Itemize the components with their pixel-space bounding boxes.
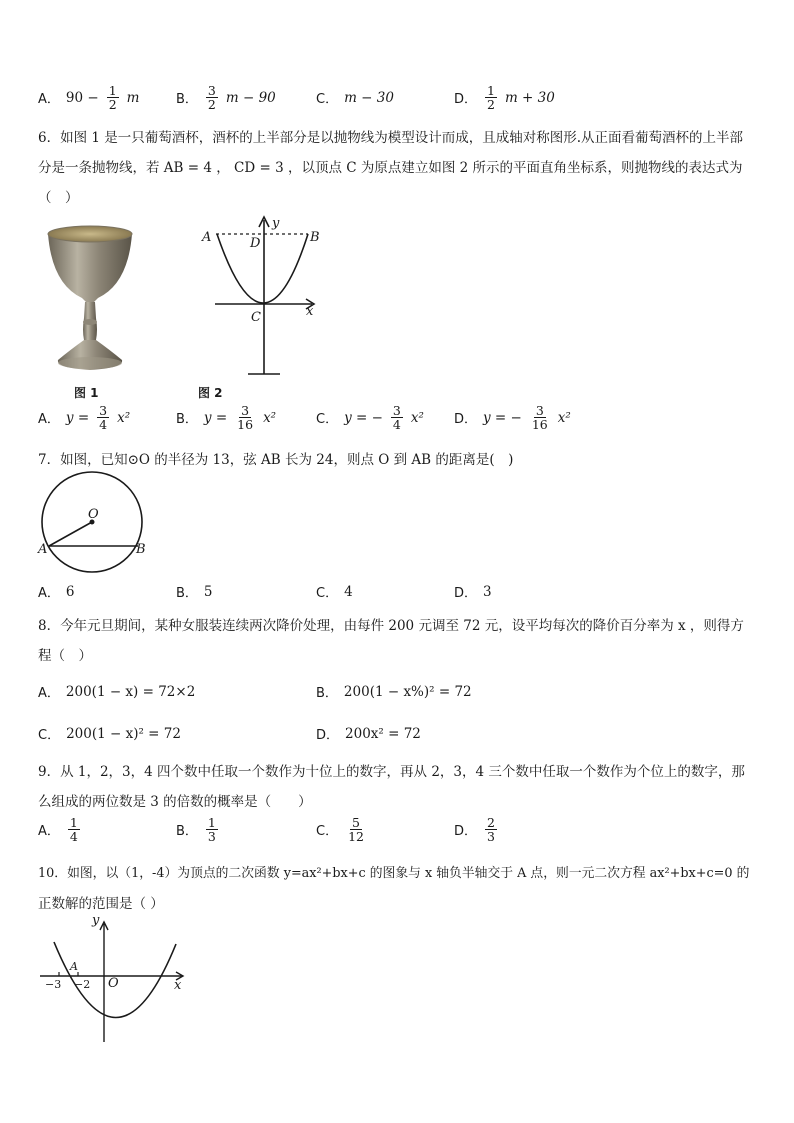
fraction: $\frac{3}{16}$ [531,403,548,433]
option-label: B． [176,824,198,840]
fraction: $\frac{3}{2}$ [207,83,216,113]
option-label: B． [176,412,198,428]
fraction: $\frac{5}{12}$ [348,815,364,845]
fraction: $\frac{1}{4}$ [69,815,78,845]
point-b-label: B [310,230,320,245]
q6-option-a: A． y = $\frac{3}{4}$ x² [38,403,131,433]
q7-option-a: A． 6 [38,583,75,601]
q9-text-line1: 9．从 1，2，3，4 四个数中任取一个数作为十位上的数字，再从 2，3，4 三个数中任取一个数作为个位上的数字，那 [38,764,745,780]
figure-1-caption: 图 1 [74,386,99,400]
radius-oa [49,522,92,546]
q5-option-b: B． $\frac{3}{2}$ m − 90 [176,83,276,113]
option-label: A． [38,686,60,701]
fraction: $\frac{2}{3}$ [487,815,495,845]
option-label: B． [176,92,198,108]
q8-text-line2: 程（ ） [38,648,92,664]
q8-option-d: D． 200x² = 72 [316,725,421,743]
option-label: D． [316,728,340,743]
q7-option-b: B． 5 [176,583,213,601]
circle-diagram [40,470,146,576]
option-label: A． [38,824,60,840]
q6-option-d: D． y = − $\frac{3}{16}$ x² [454,403,571,433]
point-b-label: B [136,542,146,557]
parabola-curve [217,234,308,303]
fraction: $\frac{1}{3}$ [207,815,216,845]
q7-option-d: D． 3 [454,583,492,601]
q8-option-b: B． 200(1 − x%)² = 72 [316,683,472,701]
q8-option-a: A． 200(1 − x) = 72×2 [38,683,196,701]
option-label: C． [316,824,339,840]
q6-option-b: B． y = $\frac{3}{16}$ x² [176,403,277,433]
option-label: A． [38,586,60,601]
option-label: B． [176,586,198,601]
q9-option-b [176,816,220,843]
q5-option-c: C． m − 30 [316,89,394,107]
option-label: D． [454,824,478,840]
option-label: B． [316,686,338,701]
y-axis-label: y [272,216,280,231]
point-d-label: D [250,236,261,251]
q5-option-d: D． $\frac{1}{2}$ m + 30 [454,83,555,113]
x-axis-label: x [306,304,314,319]
option-label: D． [454,92,478,108]
tick-label-minus3: −3 [45,978,62,991]
option-label: A． [38,412,60,428]
wine-glass-image [44,222,136,374]
option-label: C． [38,728,61,743]
q10-text-line2: 正数解的范围是（ ） [38,896,164,912]
option-label: C． [316,412,339,428]
fraction: $\frac{1}{2}$ [108,83,117,113]
figure-2-caption: 图 2 [198,386,223,400]
point-a-label: A [202,230,212,245]
q5-option-a: A． 90 − $\frac{1}{2}$ m [38,83,140,113]
q9-option-c [316,816,368,843]
q7-option-c: C． 4 [316,583,353,601]
point-a-label: A [38,542,48,557]
point-a-label: A [70,960,78,973]
q10-text-line1: 10．如图，以（1，-4）为顶点的二次函数 y=ax²+bx+c 的图象与 x 轴负半轴交于 A 点，则一元二次方程 ax²+bx+c=0 的 [38,866,750,881]
option-label: C． [316,586,339,601]
q9-option-a [38,816,82,843]
point-c-label: C [251,310,261,325]
x-axis-label: x [174,978,182,993]
q9-text-line2: 么组成的两位数是 3 的倍数的概率是（ ） [38,794,312,810]
fraction: $\frac{3}{4}$ [99,403,108,433]
center-o-label: O [88,507,99,522]
option-label: D． [454,412,478,428]
q7-text: 7．如图，已知⊙O 的半径为 13，弦 AB 长为 24，则点 O 到 AB 的距离是( ) [38,452,514,468]
q6-option-c: C． y = − $\frac{3}{4}$ x² [316,403,424,433]
option-label: D． [454,586,478,601]
fraction: $\frac{1}{2}$ [487,83,495,113]
q8-option-c: C． 200(1 − x)² = 72 [38,725,181,743]
q8-text-line1: 8．今年元旦期间，某种女服装连续两次降价处理，由每件 200 元调至 72 元，设平均每次的降价百分率为 x ，则得方 [38,618,744,634]
q6-text-line2: 分是一条抛物线，若 AB = 4 ， CD = 3 ，以顶点 C 为原点建立如图 2 所示的平面直角坐标系，则抛物线的表达式为 [38,160,743,176]
fraction: $\frac{3}{4}$ [392,403,401,433]
option-label: C． [316,92,339,107]
origin-label: O [108,976,119,991]
y-axis-label: y [92,913,100,928]
tick-label-minus2: −2 [74,978,91,991]
option-label: A． [38,92,60,108]
q6-text-line1: 6．如图 1 是一只葡萄酒杯，酒杯的上半部分是以抛物线为模型设计而成，且成轴对称图形.从正面看葡萄酒杯的上半部 [38,130,744,146]
q9-option-d [454,816,499,843]
q6-text-line3: （ ） [38,190,79,206]
fraction: $\frac{3}{16}$ [237,403,254,433]
